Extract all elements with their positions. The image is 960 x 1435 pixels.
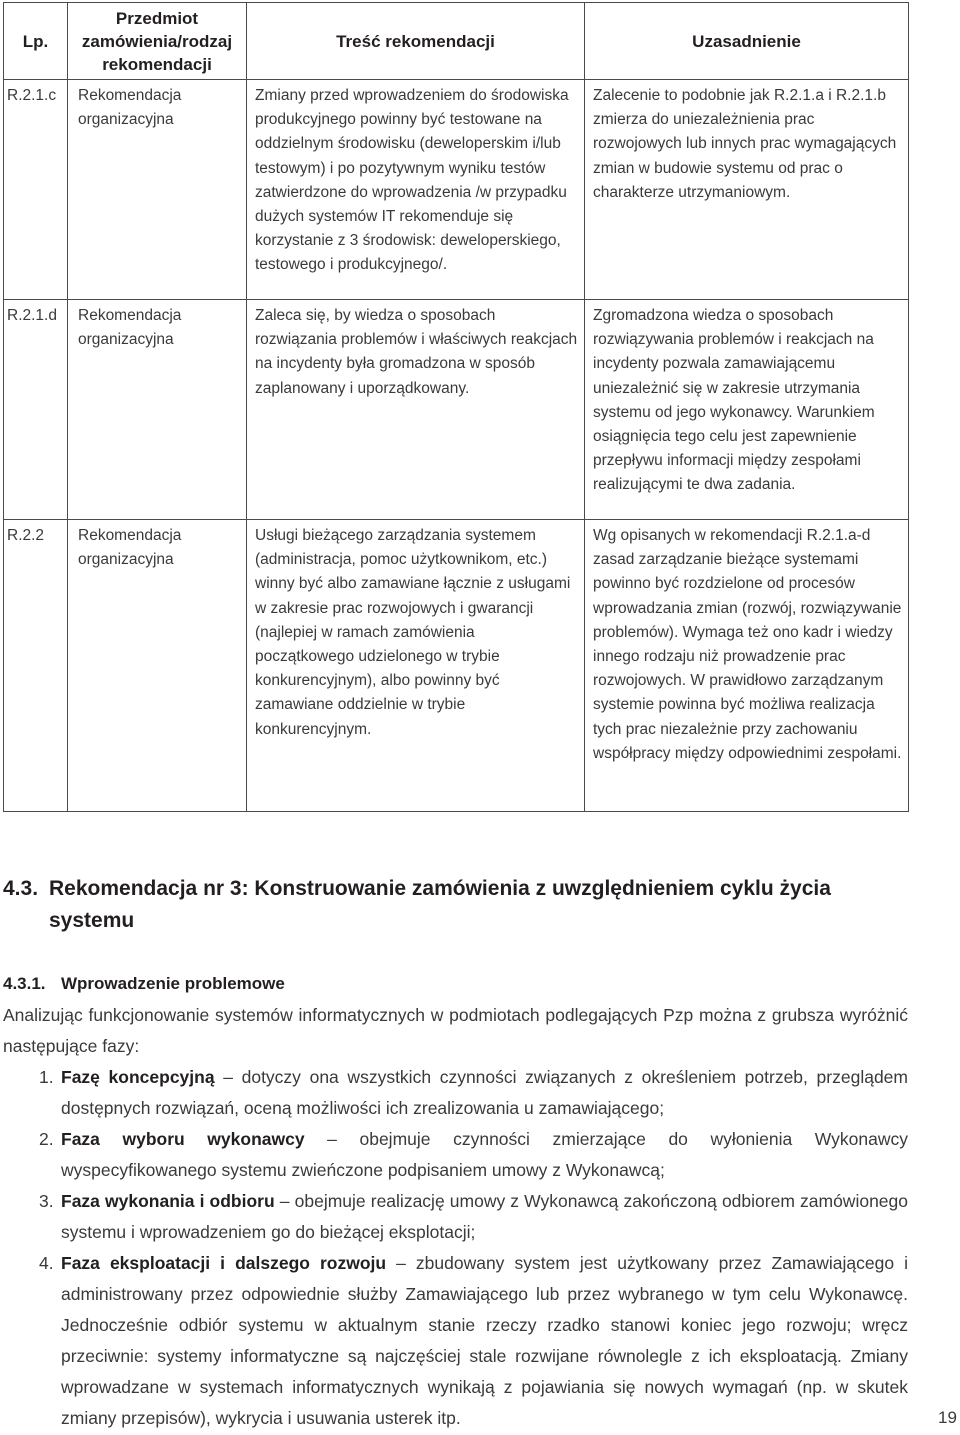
list-number: 4. [39, 1253, 54, 1273]
list-number: 3. [39, 1191, 54, 1211]
section-number: 4.3. [3, 877, 39, 900]
intro-paragraph: Analizując funkcjonowanie systemów informatycznych w podmiotach podlegających Pzp można z grubsza wyróżnić następujące fazy: [3, 1005, 908, 1056]
row-type: Rekomendacja organizacyjna [68, 80, 247, 300]
table-row [4, 520, 909, 812]
row-justification: Zgromadzona wiedza o sposobach rozwiązywania problemów i reakcjach na incydenty pozwala zamawiającemu uniezależnić się w zakresie utrzymania systemu od jego wykonawcy. Warunkiem osiągnięcia tego celu jest zapewnienie przepływu informacji między zespołami realizującymi te dwa zadania. [585, 300, 909, 520]
phase-name: Faza wykonania i odbioru [61, 1191, 275, 1211]
row-content: Zaleca się, by wiedza o sposobach rozwiązania problemów i właściwych reakcjach na incydenty była gromadzona w sposób zaplanowany i uporządkowany. [247, 300, 585, 520]
list-item [3, 1124, 908, 1186]
header-lp: Lp. [4, 3, 68, 80]
row-justification: Wg opisanych w rekomendacji R.2.1.a-d zasad zarządzanie bieżące systemami powinno być rozdzielone od procesów wprowadzania zmian (rozwój, rozwiązywanie problemów). Wymaga też ono kadr i wiedzy innego rodzaju niż prowadzenie prac rozwojowych. W prawidłowo zarządzanym systemie powinna być możliwa realizacja tych prac niezależnie przy zachowaniu współpracy między odpowiednimi zespołami. [585, 520, 909, 812]
subsection-title: Wprowadzenie problemowe [61, 974, 285, 993]
section-title: Rekomendacja nr 3: Konstruowanie zamówienia z uwzględnieniem cyklu życia systemu [49, 877, 831, 932]
phase-name: Fazę koncepcyjną [61, 1067, 215, 1087]
list-number: 1. [39, 1067, 54, 1087]
list-item [3, 1186, 908, 1248]
phase-description: – obejmuje czynności zmierzające do wyłonienia Wykonawcy wyspecyfikowanego systemu zwieńczone podpisaniem umowy z Wykonawcą; [61, 1129, 908, 1180]
section-heading [3, 873, 883, 937]
subsection-heading [3, 972, 285, 996]
header-justification: Uzasadnienie [585, 3, 909, 80]
header-content: Treść rekomendacji [247, 3, 585, 80]
phase-description: – obejmuje realizację umowy z Wykonawcą zakończoną odbiorem zamówionego systemu i wprowadzeniem go do bieżącej eksplotacji; [61, 1191, 908, 1242]
table-header-row [4, 3, 909, 80]
row-content: Usługi bieżącego zarządzania systemem (administracja, pomoc użytkownikom, etc.) winny być albo zamawiane łącznie z usługami w zakresie prac rozwojowych i gwarancji (najlepiej w ramach zamówienia początkowego udzielonego w trybie konkurencyjnym), albo powinny być zamawiane oddzielnie w trybie konkurencyjnym. [247, 520, 585, 812]
row-id: R.2.1.c [4, 80, 68, 300]
phase-description: – dotyczy ona wszystkich czynności związanych z określeniem potrzeb, przeglądem dostępnych rozwiązań, oceną możliwości ich zrealizowania u zamawiającego; [61, 1067, 908, 1118]
row-id: R.2.2 [4, 520, 68, 812]
list-number: 2. [39, 1129, 54, 1149]
phases-list [3, 1062, 908, 1434]
phase-description: – zbudowany system jest użytkowany przez Zamawiającego i administrowany przez odpowiednie służby Zamawiającego lub przez wybranego w tym celu Wykonawcę. Jednocześnie odbiór systemu w aktualnym stanie rzeczy rzadko stanowi koniec jego rozwoju; wręcz przeciwnie: systemy informatyczne są najczęściej stale rozwijane równolegle z ich eksploatacją. Zmiany wprowadzane w systemach informatycznych wynikają z pojawiania się nowych wymagań (np. w skutek zmiany przepisów), wykrycia i usuwania usterek itp. [61, 1253, 908, 1428]
list-item [3, 1062, 908, 1124]
row-type: Rekomendacja organizacyjna [68, 300, 247, 520]
table-row [4, 300, 909, 520]
page-number: 19 [938, 1408, 957, 1427]
subsection-number: 4.3.1. [3, 974, 46, 993]
recommendations-table [3, 2, 909, 812]
phase-name: Faza wyboru wykonawcy [61, 1129, 305, 1149]
phase-name: Faza eksploatacji i dalszego rozwoju [61, 1253, 387, 1273]
row-justification: Zalecenie to podobnie jak R.2.1.a i R.2.1.b zmierza do uniezależnienia prac rozwojowych lub innych prac wymagających zmian w budowie systemu od prac o charakterze utrzymaniowym. [585, 80, 909, 300]
header-subject: Przedmiot zamówienia/rodzaj rekomendacji [68, 3, 247, 80]
row-type: Rekomendacja organizacyjna [68, 520, 247, 812]
row-content: Zmiany przed wprowadzeniem do środowiska produkcyjnego powinny być testowane na oddzielnym środowisku (deweloperskim i/lub testowym) i po pozytywnym wyniku testów zatwierdzone do wprowadzenia /w przypadku dużych systemów IT rekomenduje się korzystanie z 3 środowisk: deweloperskiego, testowego i produkcyjnego/. [247, 80, 585, 300]
list-item [3, 1248, 908, 1434]
table-row [4, 80, 909, 300]
row-id: R.2.1.d [4, 300, 68, 520]
